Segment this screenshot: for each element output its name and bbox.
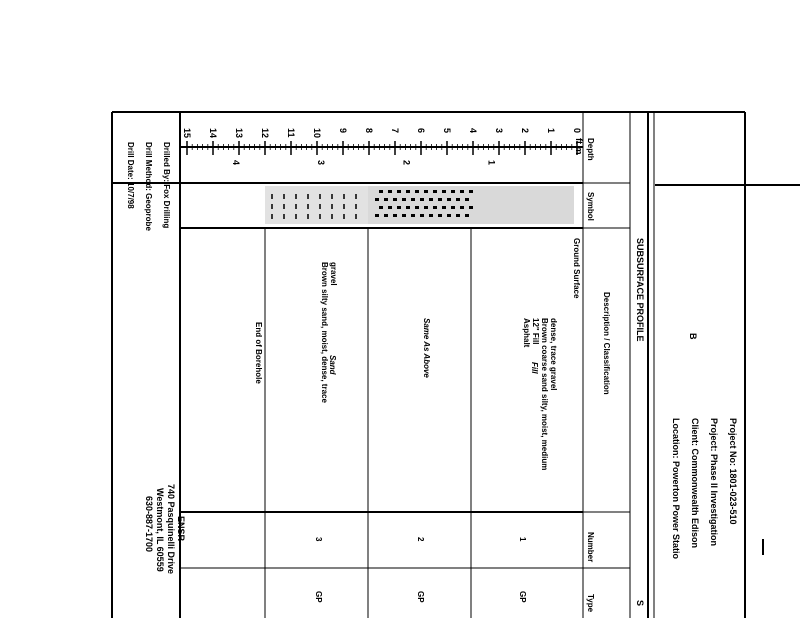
sample-type-2: GP [416, 591, 425, 603]
project-name: Project: Phase II Investigation [709, 418, 719, 547]
fill-pattern-dot [411, 198, 415, 201]
fill-pattern-dot [424, 190, 428, 193]
depth-label-m: 3 [316, 160, 327, 166]
fill-pattern-dot [384, 214, 388, 217]
depth-label-m: 1 [486, 160, 497, 166]
sample-number-1: 1 [518, 537, 527, 542]
fill-pattern-dot [406, 190, 410, 193]
depth-label-m: 2 [401, 160, 412, 166]
fill-pattern-dot [460, 206, 464, 209]
fill-pattern-dot [442, 190, 446, 193]
depth-label-ft: 6 [416, 128, 426, 134]
depth-label-ft: 10 [312, 128, 322, 139]
layer-descriptions [254, 262, 558, 470]
fill-pattern-dot [438, 198, 442, 201]
depth-label-ft: 8 [364, 128, 374, 134]
section-title-cut: S [635, 600, 645, 607]
column-header-description: Description / Classification [602, 292, 611, 395]
project-client: Client: Commonwealth Edison [690, 418, 700, 549]
fill-pattern-dot [451, 206, 455, 209]
fill-pattern-dot [456, 198, 460, 201]
fill-pattern-dot [447, 198, 451, 201]
layer-3-title: Sand [328, 355, 337, 375]
company-city: Westmont, IL 60559 [155, 488, 165, 572]
layer-1-title: Fill [530, 362, 539, 374]
fill-pattern-dot [379, 190, 383, 193]
fill-pattern-dot [456, 214, 460, 217]
depth-scale [180, 128, 584, 165]
fill-pattern-dot [384, 198, 388, 201]
layer-3-text: Brown silty sand, moist, dense, tracegravel [320, 262, 338, 403]
company-name: ENSR [176, 516, 186, 542]
project-number: Project No: 1801-023-510 [728, 418, 738, 525]
depth-label-ft: 14 [208, 128, 218, 139]
depth-label-ft: 0 [572, 128, 582, 134]
symbol-column [265, 186, 574, 224]
layer-1-text: Asphalt12" FillBrown coarse sand silty, moist, mediumdense, trace gravel [522, 318, 558, 471]
fill-pattern-dot [424, 206, 428, 209]
fill-pattern-dot [465, 198, 469, 201]
sample-number-2: 2 [416, 537, 425, 542]
fill-pattern-dot [433, 190, 437, 193]
fill-pattern-dot [420, 198, 424, 201]
fill-pattern-dot [433, 206, 437, 209]
depth-label-ft: 13 [234, 128, 244, 139]
fill-pattern-dot [415, 190, 419, 193]
column-header-type: Type [586, 594, 595, 613]
end-of-borehole: End of Borehole [254, 322, 263, 384]
fill-pattern-dot [469, 206, 473, 209]
fill-pattern-dot [460, 190, 464, 193]
depth-label-ft: 7 [390, 128, 400, 134]
depth-label-ft: 5 [442, 128, 452, 134]
fill-pattern-dot [465, 214, 469, 217]
sample-type-3: GP [314, 591, 323, 603]
company-address: 740 Pasquinelli Drive [166, 484, 176, 575]
fill-pattern-dot [375, 198, 379, 201]
fill-pattern-dot [406, 206, 410, 209]
margin-mark [762, 539, 764, 555]
section-title: SUBSURFACE PROFILE [635, 238, 645, 342]
column-header-number: Number [586, 532, 595, 563]
fill-symbol-upper [471, 186, 574, 224]
fill-pattern-dot [438, 214, 442, 217]
fill-pattern-dot [429, 198, 433, 201]
fill-pattern-dot [375, 214, 379, 217]
sample-columns [314, 537, 527, 603]
drill-date: Drill Date: 10/7/98 [126, 142, 135, 209]
project-header [671, 333, 738, 560]
fill-pattern-dot [402, 198, 406, 201]
depth-label-ft: 4 [468, 128, 478, 134]
logo-mark: B [688, 333, 698, 340]
sample-type-1: GP [518, 591, 527, 603]
column-header-symbol: Symbol [586, 192, 595, 221]
sand-symbol [265, 186, 368, 224]
fill-pattern-dot [388, 206, 392, 209]
fill-pattern-dot [451, 190, 455, 193]
depth-label-ft: 3 [494, 128, 504, 134]
depth-label-ft: 11 [286, 128, 296, 138]
project-location: Location: Powerton Power Statio [671, 418, 681, 560]
depth-label-ft: 1 [546, 128, 556, 134]
fill-symbol [368, 186, 471, 224]
depth-label-ft: 2 [520, 128, 530, 134]
depth-label-m: 4 [230, 160, 241, 166]
fill-pattern-dot [397, 206, 401, 209]
fill-pattern-dot [388, 190, 392, 193]
drill-info [126, 142, 171, 231]
depth-label-ft: 9 [338, 128, 348, 134]
drilled-by: Drilled By: Fox Drilling [162, 142, 171, 229]
column-header-depth: Depth [586, 138, 595, 161]
fill-pattern-dot [379, 206, 383, 209]
depth-units: ft m [574, 138, 584, 155]
depth-label-ft: 12 [260, 128, 270, 139]
fill-pattern-dot [447, 214, 451, 217]
company-phone: 630-887-1700 [144, 496, 154, 553]
layer-2-text: Same As Above [422, 318, 431, 378]
depth-label-ft: 15 [182, 128, 192, 139]
fill-pattern-dot [402, 214, 406, 217]
fill-pattern-dot [429, 214, 433, 217]
fill-pattern-dot [442, 206, 446, 209]
ground-surface-label: Ground Surface [572, 238, 581, 299]
fill-pattern-dot [411, 214, 415, 217]
fill-pattern-dot [393, 198, 397, 201]
sample-number-3: 3 [314, 537, 323, 542]
fill-pattern-dot [469, 190, 473, 193]
fill-pattern-dot [420, 214, 424, 217]
fill-pattern-dot [393, 214, 397, 217]
fill-pattern-dot [415, 206, 419, 209]
drill-method: Drill Method: Geoprobe [144, 142, 153, 231]
fill-pattern-dot [397, 190, 401, 193]
